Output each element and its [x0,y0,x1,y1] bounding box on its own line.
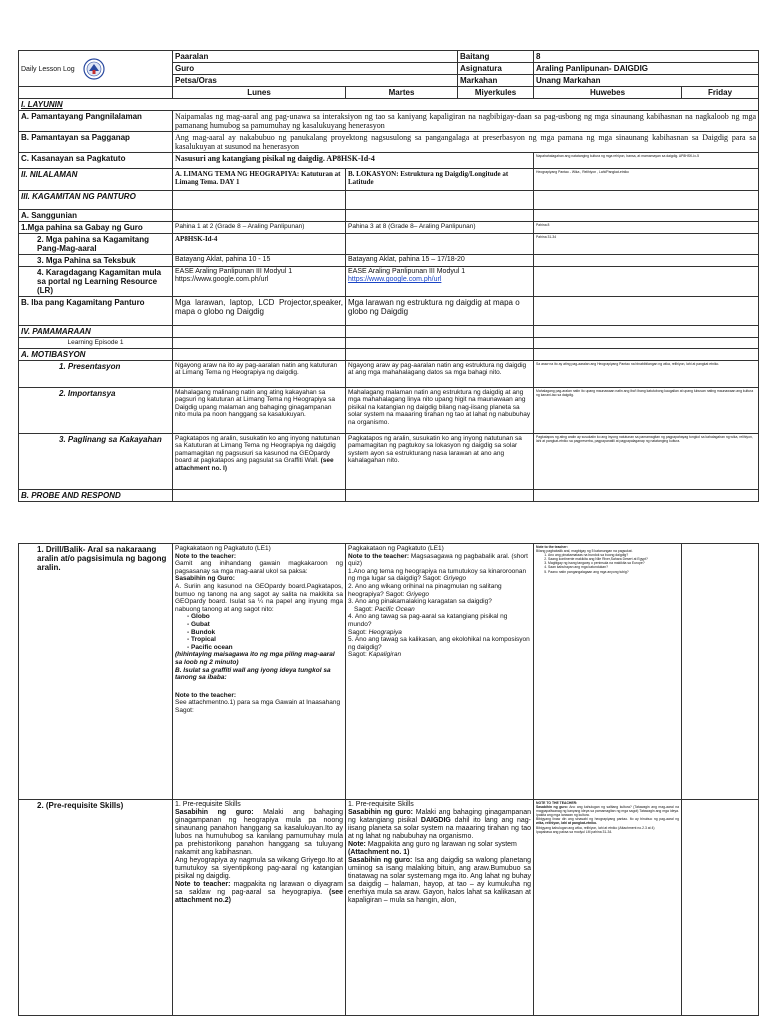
lr-monday [173,267,346,297]
lr-tuesday [346,267,534,297]
lr-monday-link[interactable]: https://www.google.com.ph/url [175,276,269,283]
teksbuk-tuesday: Batayang Aklat, pahina 15 – 17/18-20 [346,255,534,267]
presentasyon-thursday: Sa araw na ito ay ating pag-aaralan ang Heograpiyang Pantao na binabibilangan ng wika, relihiyon, lahi at pangkat etniko. [534,360,759,387]
presentasyon-monday: Ngayong araw na ito ay pag-aaralan natin ang katuturan at Limang Tema ng Heograpiya ng daigdig. [173,360,346,387]
drill-tuesday-note: Note to the teacher: [348,552,410,560]
pamamaraan-label: IV. PAMAMARAAN [19,326,173,338]
prereq-thursday-p2b: wika, relihiyon, lahi at pangkat-etniko. [536,821,598,826]
prereq-tuesday-p1b: DAIGDIG [420,817,451,824]
drill-tuesday-q5: 5. Ano ang tawag sa kalikasan, ang ekolohikal na komposisyon ng daigdig? [348,636,530,651]
day-tuesday: Martes [346,87,458,99]
presentasyon-tuesday: Ngayong araw ay pag-aaralan natin ang estruktura ng daigdig at ang mga mahahalagang datos sa mga bahagi nito. [346,360,534,387]
gabay-tuesday: Pahina 3 at 8 (Grade 8– Araling Panlipunan) [346,222,534,234]
drill-tuesday-a5: Kapaligiran [368,651,402,659]
list-item: 4. Saan kabuhayan ang mga katundukan? [548,565,679,569]
prereq-tuesday-p1c: dahil ito lang ang nag-iisang planeta sa solar system na maaaring tirahan ng tao at ng lahat ng nabubuhay na organismo. [348,817,531,840]
list-item: 2. Saang kontinente makikita ang Nile River,Sahara Desert at Egypt? [548,557,679,561]
lesson-log-table-page-1 [18,50,759,502]
sanggunian-label: A. Sanggunian [19,210,173,222]
paglinang-tuesday: Pagkatapos ng aralin, susukatin ko ang inyong natutunan sa pamamagitan ng pagtukoy sa lokasyon ng daigdig sa solar system ayon sa estrukturang nasa larawan at ano ang kahalagahan nito. [346,433,534,489]
drill-monday-see: See attachmentno.1) para sa mga Gawain at Inaasahang Sagot: [175,699,341,714]
drill-monday-list [175,613,343,651]
petsa-label: Petsa/Oras [173,75,458,87]
list-item: - Tropical [187,636,343,644]
prereq-thursday-say: Sasabihin ng guro: [536,805,568,810]
prereq-thursday-note: NOTE TO THE TEACHER: [536,801,578,805]
day-monday: Lunes [173,87,346,99]
prereq-thursday [534,800,682,1016]
drill-tuesday-a4: Heograpiya [368,628,402,636]
nilalaman-monday: A. LIMANG TEMA NG HEOGRAPIYA: Katuturan at Limang Tema. DAY 1 [173,169,346,191]
drill-thursday-intro: Bilang pagbabalik aral, magbigay ng 5 katanungan na pagsukat. [536,549,633,554]
prereq-tuesday-p2: Magpakita ang guro ng larawan ng solar system [367,841,517,848]
prereq-friday [682,800,759,1016]
presentasyon-label: 1. Presentasyon [19,360,173,387]
pagkatuto-thursday: Napahahalagahan ang natatanging kultura ng mga rehiyon, bansa, at mamamayan sa daigdig. AP8HSK-Ic-5 [534,153,759,169]
iba-monday: Mga larawan, laptop, LCD Projector,speaker, mapa o globo ng Daigdig [173,297,346,326]
baitang-value: 8 [534,51,759,63]
pagkatuto-text: Nasusuri ang katangiang pisikal ng daigdig. AP8HSK-Id-4 [173,153,534,169]
lr-tuesday-title: EASE Araling Panlipunan III Modyul 1 [348,268,466,275]
prereq-tuesday-say: Sasabihin ng guro: [348,809,413,816]
day-friday: Friday [682,87,759,99]
motibasyon-label: A. MOTIBASYON [19,348,173,360]
prereq-tuesday [346,800,534,1016]
pagganap-label: B. Pamantayan sa Pagganap [19,132,173,153]
lr-monday-title: EASE Araling Panlipunan III Modyul 1 [175,268,293,275]
prereq-monday-p3: magpakita ng larawan o diyagram sa saklaw ng pag-aaral sa heyograpiya. [175,881,343,896]
drill-label: 1. Drill/Balik- Aral sa nakaraang aralin at/o pagsisimula ng bagong aralin. [19,544,173,800]
drill-monday-title: Pagkakataon ng Pagkatuto (LE1) [175,545,271,552]
list-item: - Globo [187,613,343,621]
drill-tuesday-a5-label: Sagot: [348,651,367,659]
drill-tuesday [346,544,534,800]
drill-tuesday-a2: Griyego [406,590,429,598]
prereq-label: 2. (Pre-requisite Skills) [19,800,173,1016]
prereq-thursday-p2: Bibigyang linaw din ang sinasabi ng heograpiyang pantao. Ito ay binubuo ng pag-aaral ng [536,817,679,822]
drill-tuesday-title: Pagkakataon ng Pagkatuto (LE1) [348,545,444,552]
dll-label: Daily Lesson Log [21,65,75,73]
prereq-monday-title: 1. Pre-requisite Skills [175,801,241,808]
deped-seal-icon [83,58,105,80]
pangnilalaman-text: Naipamalas ng mag-aaral ang pag-unawa sa interaksiyon ng tao sa kaniyang kapaligiran na nagbibigay-daan sa pag-usbong ng mga sinaunang kabihasnan na nagkaloob ng mga pamanang humubog sa pamumuhay ng kasalukuyang henerasyon [173,111,759,132]
list-item: - Pacific ocean [187,644,343,652]
drill-tuesday-q3: 3. Ano ang pinakamalaking karagatan sa daigdig? [348,598,492,606]
drill-thursday-note: Note to the teacher: [536,545,568,549]
day-thursday: Huwebes [534,87,682,99]
nilalaman-tuesday: B. LOKASYON: Estruktura ng Daigdig/Longitude at Latitude [346,169,534,191]
gabay-thursday: Pahina 8 [534,222,759,234]
drill-monday-note: Note to the teacher: [175,552,237,560]
asignatura-label: Asignatura [458,63,534,75]
prereq-monday-p1: Malaki ang bahaging ginagampanan ng heograpiya mula pa noong sinaunang panahon hanggang sa kasalukuyan.Ito ay lubos na humuhubog sa kanilang pamumuhay mula pa prehistorikong panahon hanggang sa tuluyang nakamit ang kabihasnan. [175,809,343,856]
drill-friday [682,544,759,800]
drill-tuesday-a3: Pacific Ocean [374,605,415,613]
iba-tuesday: Mga larawan ng estruktura ng daigdig at mapa o globo ng Daigdig [346,297,534,326]
prereq-monday-say: Sasabihin ng guro: [175,809,254,816]
baitang-label: Baitang [458,51,534,63]
asignatura-value: Araling Panlipunan- DAIGDIG [534,63,759,75]
list-item: - Gubat [187,621,343,629]
importansya-thursday: Mahalagang pag-aralan natin ito upang maunawaan natin ang iba't ibang katutubong kaugalian at upang lubusan nating maunawaan ang kultura ng kanani-tao sa daigdig. [534,387,759,433]
kagamitan-label: III. KAGAMITAN NG PANTURO [19,191,173,210]
prereq-thursday-p1: Ano ang kahulugan ng salitang kultura? (Tatawagin ang mag-aaral na magpapaliwanag ng kanyang ideya sa pamamagitan ng mga sagot) Tatawagin ang mga ideya. Ipakita ang mga larawan ng kultura. [536,805,679,818]
drill-monday [173,544,346,800]
iba-label: B. Iba pang Kagamitang Panturo [19,297,173,326]
prereq-monday [173,800,346,1016]
prereq-monday-note: Note to teacher: [175,881,231,888]
drill-tuesday-q1: 1.Ano ang tema ng heograpiya na tumutukoy sa kinaroroonan ng mga lugar sa daigdig? Sagot: [348,567,527,583]
markahan-label: Markahan [458,75,534,87]
prereq-tuesday-say2: Sasabihin ng guro: [348,857,413,864]
drill-monday-say: Sasabihin ng Guro: [175,575,235,583]
lesson-log-table-page-2 [18,543,759,1016]
prereq-tuesday-note: Note: [348,841,366,848]
gabay-monday: Pahina 1 at 2 (Grade 8 – Araling Panlipunan) [173,222,346,234]
paglinang-label: 3. Paglinang sa Kakayahan [19,433,173,489]
prereq-monday-p2: Ang heyograpiya ay nagmula sa wikang Griyego.Ito at tumutukoy sa siyentipikong pag-aaral ng katangian pisikal ng daigdig. [175,857,343,880]
drill-thursday-list [536,553,679,573]
prereq-thursday-p4: Ipapabasa ang paksa sa modyul LM pahina 31-34. [536,829,613,834]
nilalaman-label: II. NILALAMAN [19,169,173,191]
importansya-tuesday: Mahalagang malaman natin ang estruktura ng daigdig at ang mga mahahalagang linya nito upang higit na maunawaan ang pisikal na katangian ng daigdig bilang nag-iisang planeta sa solar system na maaaring tirahan ng tao at lahat ng nabubuhay na organismo. [346,387,534,433]
paglinang-thursday: Pagkatapos ng ating aralin ay susukatin ko ang inyong natutunan sa pamamagitan ng pagpapahayag tungkol sa kahalagahan ng wika, relihiyon, lahi at pangkat-etniko sa pagpreserba, pagpapanatili at pagpapalaganap ng natatanging kultura. [534,433,759,489]
drill-monday-graffiti: B. Isulat sa graffiti wall ang iyong ideya tungkol sa tanong sa ibaba: [175,666,331,682]
drill-tuesday-note-rest: Magsasagawa ng pagbabalik aral. (short quiz) [348,552,528,568]
guro-label: Guro [173,63,458,75]
prereq-tuesday-p3: Isa ang daigdig sa walong planetang umiinog sa isang malaking bituin, ang araw.Bumubuo sa tinatawag na solar systemang mga ito. Ang lahat ng buhay sa daigdig – halaman, hayop, at tao – ay kumukuha ng enerhiya mula sa araw. Gayon, halos lahat sa kalikasan at kapaligiran – mula sa hangin, alon, [348,857,531,904]
pangnilalaman-label: A. Pamantayang Pangnilalaman [19,111,173,132]
layunin-heading: I. LAYUNIN [19,99,759,111]
markahan-value: Unang Markahan [534,75,759,87]
paglinang-monday-text: Pagkatapos ng aralin, susukatin ko ang inyong natutunan sa Katuturan at Limang Tema ng Heograpiya ng daigdig pamamagitan ng pagsusuri sa kasunod na GEOpardy board at pagkatapos ang pagsulat sa Graffiti Wall. [175,434,341,465]
drill-tuesday-q2: 2. Ano ang wikang orihinal na pinagmulan ng salitang heograpiya? Sagot: [348,582,502,598]
paaralan-label: Paaralan [173,51,458,63]
lr-tuesday-link[interactable]: https://www.google.com.ph/url [348,276,442,283]
drill-tuesday-a1: Griyego [443,575,467,583]
paglinang-monday-attachment: (see attachment no. I) [175,457,334,472]
list-item: 5. Paano natin pangangalagaan ang mga anyong tubig? [548,570,679,574]
days-blank [19,87,173,99]
episode-label: Learning Episode 1 [19,338,173,349]
pagkatuto-label: C. Kasanayan sa Pagkatuto [19,153,173,169]
importansya-label: 2. Importansya [19,387,173,433]
prereq-monday-see: (see attachment no.2) [175,889,343,904]
probe-label: B. PROBE AND RESPOND [19,489,173,501]
drill-tuesday-a3-label: Sagot: [354,605,373,613]
prereq-tuesday-att: (Attachment no. 1) [348,849,410,856]
dll-header-cell [19,51,173,87]
nilalaman-thursday: Heograpiyang Pantao - Wika , Relihiyon , Lahi/Pangkat-etniko [534,169,759,191]
drill-tuesday-q4: 4. Ano ang tawag sa pag-aaral sa katangiang pisikal ng mundo? [348,613,508,628]
lr-label: 4. Karagdagang Kagamitan mula sa portal ng Learning Resource (LR) [19,267,173,297]
drill-monday-note2: Note to the teacher: [175,691,237,699]
pagganap-text: Ang mag-aaral ay nakabubuo ng panukalang proyektong nagsusulong sa pangangalaga at preserbasyon ng mga pamana ng mga sinaunang kabihasnan sa Daigdig para sa kasalukuyan at susunod na henerasyon [173,132,759,153]
day-wednesday: Miyerkules [458,87,534,99]
list-item: 3. Magbigay ng isang tangway o peninsula na makikita sa Europe? [548,561,679,565]
importansya-monday: Mahalagang malinang natin ang ating kakayahan sa pagsuri ng katuturan at Limang Tema ng Heograpiya sa Daigdig upang malaman ang bahaging ginagampanan nito mula pa noon hanggang sa kasalukuyan. [173,387,346,433]
drill-thursday [534,544,682,800]
kagamitan-ma-monday: AP8HSK-Id-4 [173,234,346,255]
teksbuk-label: 3. Mga Pahina sa Teksbuk [19,255,173,267]
gabay-label: 1.Mga pahina sa Gabay ng Guro [19,222,173,234]
drill-tuesday-a4-label: Sagot: [348,628,367,636]
drill-monday-p2: A. Suriin ang kasunod na GEOpardy board.Pagkatapos, bumuo ng tanong na ang sagot ay salita na makikita sa GEOpardy board. Isulat sa ¼ na papel ang inyung mga nabuong tanong at ang sagot nito: [175,582,343,613]
prereq-thursday-p3: Bibigyang kahulugan ang wika, relihiyon, lahi at etniko (Attachment no.2.3 at 4) [536,825,655,830]
list-item: - Bundok [187,629,343,637]
drill-monday-wait: (hihintaying maisagawa ito ng mga piling mag-aaral sa loob ng 2 minuto) [175,651,335,666]
paglinang-monday [173,433,346,489]
prereq-tuesday-p1a: Malaki ang bahaging ginagampanan ng katangiang pisikal [348,809,531,824]
list-item: 1. Ano ang pinakamataas na bundok sa buong daigdig? [548,553,679,557]
prereq-tuesday-title: 1. Pre-requisite Skills [348,801,414,808]
kagamitan-ma-label: 2. Mga pahina sa Kagamitang Pang-Mag-aaral [19,234,173,255]
teksbuk-monday: Batayang Aklat, pahina 10 - 15 [173,255,346,267]
drill-monday-p1: Gamit ang inihandang gawain magkakaroon ng pagsasanay sa mga mag-aaral ukol sa paksa: [175,560,343,575]
kagamitan-ma-thursday: Pahina 31-34 [534,234,759,255]
